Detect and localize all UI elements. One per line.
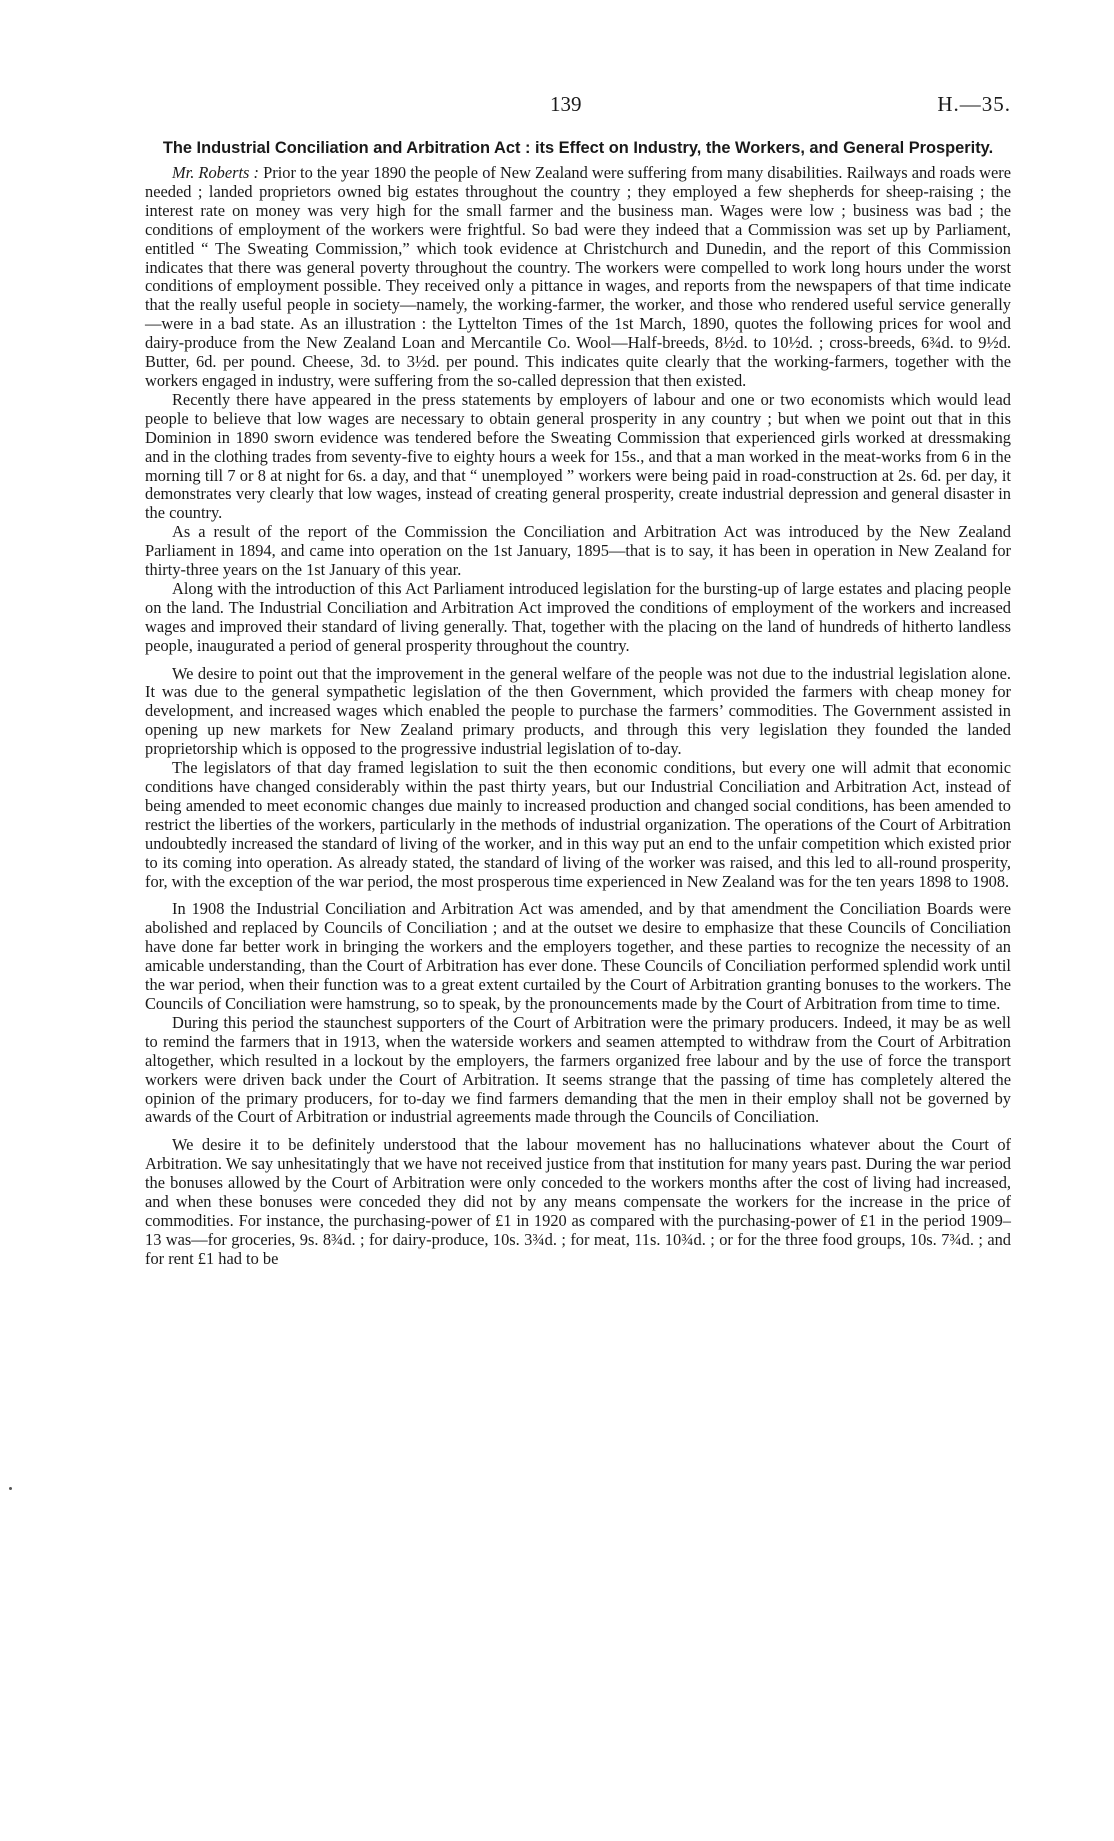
paragraph-7: In 1908 the Industrial Conciliation and Arbitration Act was amended, and by that amendment the Conciliation Boards were abolished and replaced by Councils of Conciliation ; and at the outset we desire to emphasize that these Councils of Conciliation have done far better work in bringing the workers and the employers together, and these parties to recognize the necessity of an amicable understanding, than the Court of Arbitration has ever done. These Councils of Conciliation performed splendid work until the war period, when their function was to a great extent curtailed by the Court of Arbitration granting bonuses to the workers. The Councils of Conciliation were hamstrung, so to speak, by the pronouncements made by the Court of Arbitration from time to time. <box>145 899 1011 1013</box>
section-title: The Industrial Conciliation and Arbitration Act : its Effect on Industry, the Workers, and General Prosperity. <box>162 139 994 157</box>
margin-speck <box>9 1487 12 1490</box>
paragraph-6: The legislators of that day framed legislation to suit the then economic conditions, but every one will admit that economic conditions have changed considerably within the past thirty years, but our Industrial Conciliation and Arbitration Act, instead of being amended to meet economic changes due mainly to increased production and changed social conditions, has been amended to restrict the liberties of the workers, particularly in the methods of industrial organization. The operations of the Court of Arbitration undoubtedly increased the standard of living of the worker, and in this way put an end to the unfair competition which existed prior to its coming into operation. As already stated, the standard of living of the worker was raised, and this led to all-round prosperity, for, with the exception of the war period, the most prosperous time experienced in New Zealand was for the ten years 1898 to 1908. <box>145 758 1011 891</box>
document-page <box>145 88 1011 1269</box>
paragraph-1 <box>145 164 1011 391</box>
paragraph-text: Prior to the year 1890 the people of New Zealand were suffering from many disabilities. Railways and roads were needed ; landed proprietors owned big estates throughout the country ; they employed a few shepherds for sheep-raising ; the interest rate on money was very high for the small farmer and the business man. Wages were low ; business was bad ; the conditions of employment of the workers were frightful. So bad were they indeed that a Commission was set up by Parliament, entitled “ The Sweating Commission,” which took evidence at Christchurch and Dunedin, and the report of this Commission indicates that there was general poverty throughout the country. The workers were compelled to work long hours under the worst conditions of employment possible. They received only a pittance in wages, and reports from the newspapers of that time indicate that the really useful people in society—namely, the working-farmer, the worker, and those who rendered useful service generally—were in a bad state. As an illustration : the Lyttelton Times of the 1st March, 1890, quotes the following prices for wool and dairy-produce from the New Zealand Loan and Mercantile Co. Wool—Half-breeds, 8½d. to 10½d. ; cross-breeds, 6¾d. to 9½d. Butter, 6d. per pound. Cheese, 3d. to 3½d. per pound. This indicates quite clearly that the working-farmers, together with the workers engaged in industry, were suffering from the so-called depression that then existed. <box>145 163 1011 390</box>
page-number: 139 <box>550 92 582 116</box>
paragraph-4: Along with the introduction of this Act Parliament introduced legislation for the bursting-up of large estates and placing people on the land. The Industrial Conciliation and Arbitration Act improved the conditions of employment of the workers and increased wages and improved their standard of living generally. That, together with the placing on the land of hundreds of hitherto landless people, inaugurated a period of general prosperity throughout the country. <box>145 578 1011 655</box>
document-reference: H.—35. <box>937 92 1011 116</box>
paragraph-9: We desire it to be definitely understood that the labour movement has no hallucinations whatever about the Court of Arbitration. We say unhesitatingly that we have not received justice from that institution for many years past. During the war period the bonuses allowed by the Court of Arbitration were only conceded to the workers months after the cost of living had increased, and when these bonuses were conceded they did not by any means compensate the workers for the increase in the price of commodities. For instance, the purchasing-power of £1 in 1920 as compared with the purchasing-power of £1 in the period 1909–13 was—for groceries, 9s. 8¾d. ; for dairy-produce, 10s. 3¾d. ; for meat, 11s. 10¾d. ; or for the three food groups, 10s. 7¾d. ; and for rent £1 had to be <box>145 1135 1011 1268</box>
paragraph-5: We desire to point out that the improvement in the general welfare of the people was not due to the industrial legislation alone. It was due to the general sympathetic legislation of the then Government, which provided the farmers with cheap money for development, and increased wages which enabled the people to purchase the farmers’ commodities. The Government assisted in opening up new markets for New Zealand primary products, and through this very legislation they founded the landed proprietorship which is opposed to the progressive industrial legislation of to-day. <box>145 663 1011 759</box>
body-text <box>145 164 1011 1269</box>
paragraph-3: As a result of the report of the Commission the Conciliation and Arbitration Act was introduced by the New Zealand Parliament in 1894, and came into operation on the 1st January, 1895—that is to say, it has been in operation in New Zealand for thirty-three years on the 1st January of this year. <box>145 522 1011 580</box>
paragraph-8: During this period the staunchest supporters of the Court of Arbitration were the primary producers. Indeed, it may be as well to remind the farmers that in 1913, when the waterside workers and seamen attempted to withdraw from the Court of Arbitration altogether, which resulted in a lockout by the employers, the farmers organized free labour and by the use of force the transport workers were driven back under the Court of Arbitration. It seems strange that the passing of time has completely altered the opinion of the primary producers, for to-day we find farmers demanding that the men in their employ shall not be governed by awards of the Court of Arbitration or industrial agreements made through the Councils of Conciliation. <box>145 1012 1011 1127</box>
paragraph-2: Recently there have appeared in the press statements by employers of labour and one or two economists which would lead people to believe that low wages are necessary to obtain general prosperity in any country ; but when we point out that in this Dominion in 1890 sworn evidence was tendered before the Sweating Commission that experienced girls worked at dressmaking and in the clothing trades from seventy-five to eighty hours a week for 15s., and that a man worked in the meat-works from 6 in the morning till 7 or 8 at night for 6s. a day, and that “ unemployed ” workers were being paid in road-construction at 2s. 6d. per day, it demonstrates very clearly that low wages, instead of creating general prosperity, create industrial depression and general disaster in the country. <box>145 389 1011 523</box>
speaker-name: Mr. Roberts : <box>172 163 259 182</box>
page-header <box>145 88 1011 128</box>
